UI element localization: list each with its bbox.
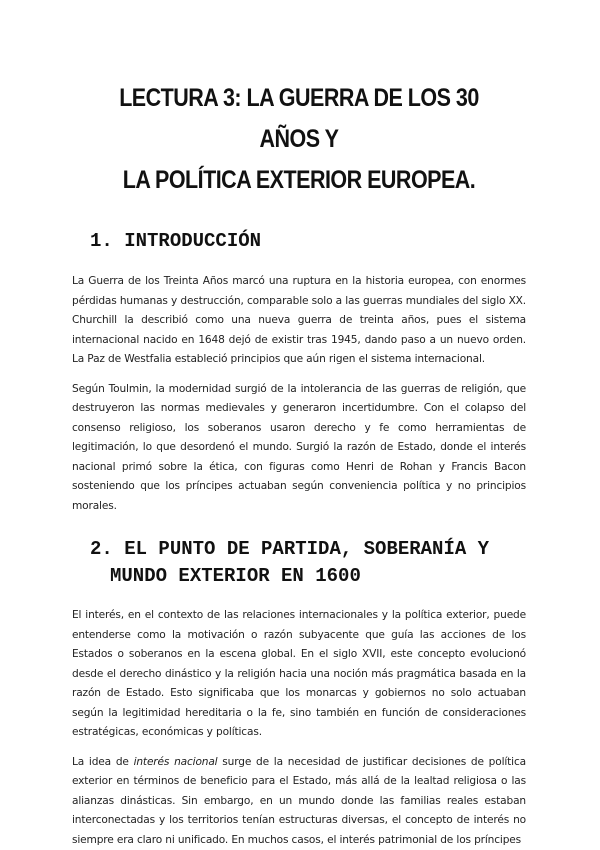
paragraph-text-rest: surge de la necesidad de justificar decisiones de política exterior en términos de beneficio para el Estado, más allá de la lealtad religiosa o las alianzas dinásticas. Sin embargo, en un mundo donde las familias reales estaban interconectadas y los territorios tenían estructuras diversas, el concepto de interés no siempre era claro ni unificado. En muchos casos, el interés patrimonial de los príncipes <box>72 756 526 846</box>
section-2-paragraph-1: El interés, en el contexto de las relaciones internacionales y la política exterior, puede entenderse como la motivación o razón subyacente que guía las acciones de los Estados o soberanos en la escena global. En el siglo XVII, este concepto evolucionó desde el derecho dinástico y la religión hacia una noción más pragmática basada en la razón de Estado. Esto significaba que los monarcas y gobiernos no solo actuaban según la legitimidad hereditaria o la fe, sino también en función de consideraciones estratégicas, económicas y políticas. <box>72 606 526 743</box>
emphasized-term: interés nacional <box>134 756 218 768</box>
title-line-1: LECTURA 3: LA GUERRA DE LOS 30 AÑOS Y <box>119 84 479 153</box>
section-2-heading-line-2: MUNDO EXTERIOR EN 1600 <box>90 563 526 590</box>
title-line-2: LA POLÍTICA EXTERIOR EUROPEA. <box>123 166 476 194</box>
page-title <box>104 0 494 201</box>
section-1-paragraph-2: Según Toulmin, la modernidad surgió de la intolerancia de las guerras de religión, que destruyeron las normas medievales y generaron incertidumbre. Con el colapso del consenso religioso, los soberanos usaron derecho y fe como herramientas de legitimación, lo que desordenó el mundo. Surgió la razón de Estado, donde el interés nacional primó sobre la ética, con figuras como Henri de Rohan y Francis Bacon sosteniendo que los príncipes actuaban según conveniencia política y no principios morales. <box>72 380 526 517</box>
section-2-paragraph-2 <box>72 753 526 850</box>
section-2-heading <box>72 536 526 590</box>
section-2-heading-line-1: 2. EL PUNTO DE PARTIDA, SOBERANÍA Y <box>90 538 489 560</box>
paragraph-text-start: La idea de <box>72 756 134 768</box>
section-1-heading: 1. INTRODUCCIÓN <box>72 228 526 255</box>
section-1-paragraph-1: La Guerra de los Treinta Años marcó una ruptura en la historia europea, con enormes pérdidas humanas y destrucción, comparable solo a las guerras mundiales del siglo XX. Churchill la describió como una nueva guerra de treinta años, pues el sistema internacional nacido en 1648 dejó de existir tras 1945, dando paso a un nuevo orden. La Paz de Westfalia estableció principios que aún rigen el sistema internacional. <box>72 272 526 370</box>
